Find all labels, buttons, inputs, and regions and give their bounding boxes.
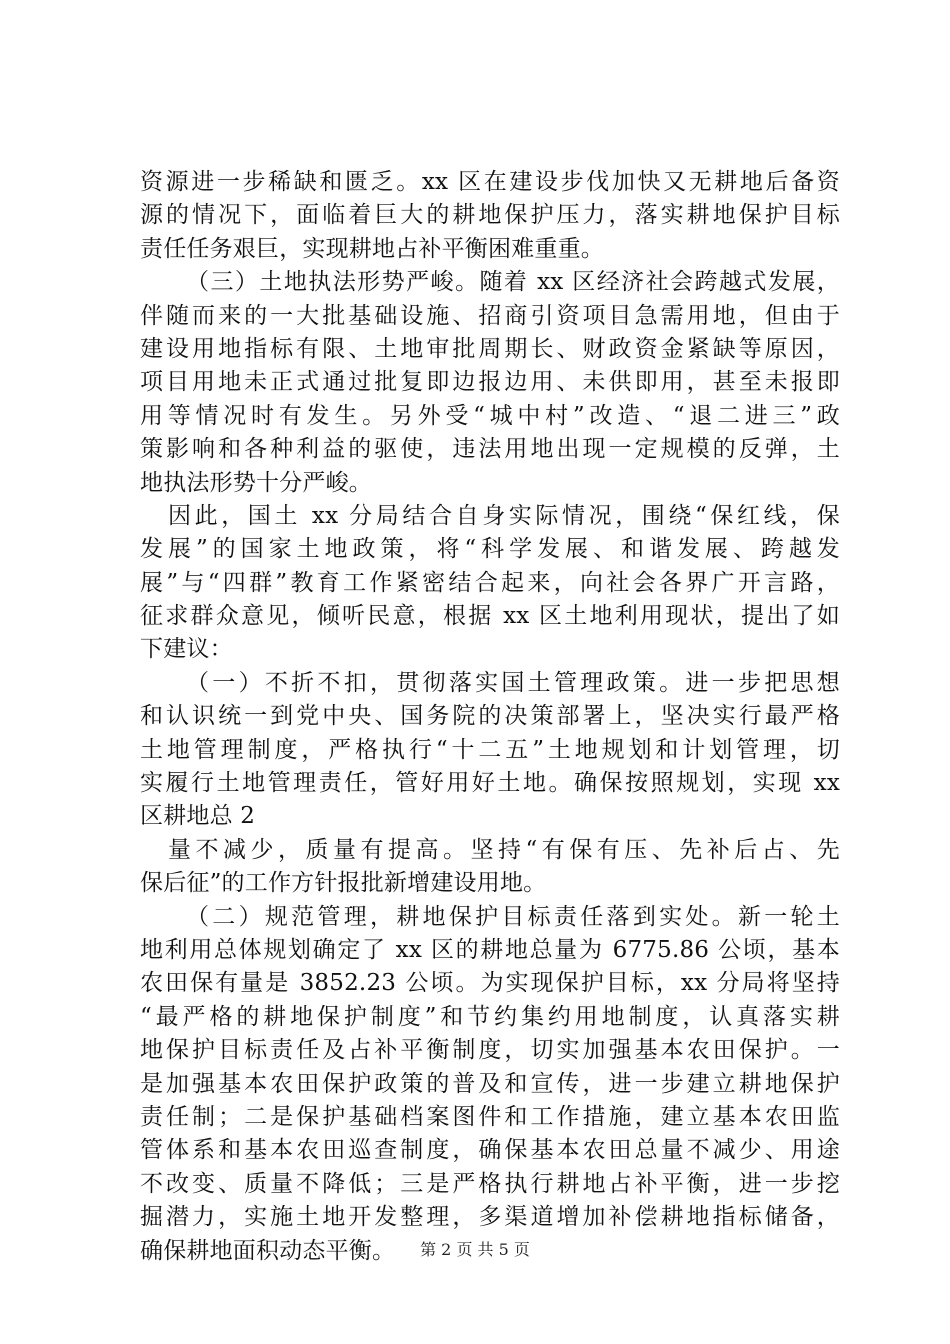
text-line: 地利用总体规划确定了 xx 区的耕地总量为 6775.86 公顷，基本 [140, 936, 840, 963]
text-line: 责任任务艰巨，实现耕地占补平衡困难重重。 [140, 235, 604, 262]
page-footer [0, 1240, 950, 1260]
text-line: 和认识统一到党中央、国务院的决策部署上，坚决实行最严格 [140, 703, 840, 730]
text-line: 源的情况下，面临着巨大的耕地保护压力，落实耕地保护目标 [140, 202, 840, 229]
text-line: 区耕地总 2 [140, 803, 256, 830]
text-line: 资源进一步稀缺和匮乏。xx 区在建设步伐加快又无耕地后备资 [140, 169, 840, 195]
text-line: （三）土地执法形势严峻。随着 xx 区经济社会跨越式发展， [186, 269, 840, 296]
text-line: （二）规范管理，耕地保护目标责任落到实处。新一轮土 [186, 903, 840, 930]
text-line: 伴随而来的一大批基础设施、招商引资项目急需用地，但由于 [140, 302, 840, 329]
text-line: 是加强基本农田保护政策的普及和宣传，进一步建立耕地保护 [140, 1070, 840, 1097]
page-number-label: 第 2 页 共 5 页 [420, 1240, 530, 1259]
text-line: 保后征”的工作方针报批新增建设用地。 [140, 870, 547, 897]
text-line: 因此，国土 xx 分局结合自身实际情况，围绕“保红线，保 [168, 502, 840, 529]
text-line: 量不减少，质量有提高。坚持“有保有压、先补后占、先 [168, 836, 840, 863]
text-line: 策影响和各种利益的驱使，违法用地出现一定规模的反弹，土 [140, 436, 840, 463]
text-line: 实履行土地管理责任，管好用好土地。确保按照规划，实现 xx [140, 770, 840, 797]
text-line: 发展”的国家土地政策，将“科学发展、和谐发展、跨越发 [140, 536, 840, 563]
text-line: 展”与“四群”教育工作紧密结合起来，向社会各界广开言路， [140, 569, 840, 596]
text-line: 建设用地指标有限、土地审批周期长、财政资金紧缺等原因， [140, 335, 840, 362]
text-line: 地执法形势十分严峻。 [140, 469, 372, 496]
text-line: 下建议： [140, 636, 233, 663]
text-line: 掘潜力，实施土地开发整理，多渠道增加补偿耕地指标储备， [140, 1204, 840, 1231]
text-line: “最严格的耕地保护制度”和节约集约用地制度，认真落实耕 [140, 1003, 840, 1030]
text-line: 不改变、质量不降低；三是严格执行耕地占补平衡，进一步挖 [140, 1170, 840, 1197]
text-line: 管体系和基本农田巡查制度，确保基本农田总量不减少、用途 [140, 1137, 840, 1164]
text-line: 用等情况时有发生。另外受“城中村”改造、“退二进三”政 [140, 402, 840, 429]
text-line: 农田保有量是 3852.23 公顷。为实现保护目标，xx 分局将坚持 [140, 970, 840, 997]
document-body [140, 166, 840, 1268]
text-line: 土地管理制度，严格执行“十二五”土地规划和计划管理，切 [140, 736, 840, 763]
text-line: （一）不折不扣，贯彻落实国土管理政策。进一步把思想 [186, 669, 840, 696]
text-line: 地保护目标责任及占补平衡制度，切实加强基本农田保护。一 [140, 1037, 840, 1064]
text-line: 确保耕地面积动态平衡。 [140, 1237, 396, 1264]
text-line: 责任制；二是保护基础档案图件和工作措施，建立基本农田监 [140, 1103, 840, 1130]
text-line: 项目用地未正式通过批复即边报边用、未供即用，甚至未报即 [140, 369, 840, 396]
text-line: 征求群众意见，倾听民意，根据 xx 区土地利用现状，提出了如 [140, 603, 840, 630]
